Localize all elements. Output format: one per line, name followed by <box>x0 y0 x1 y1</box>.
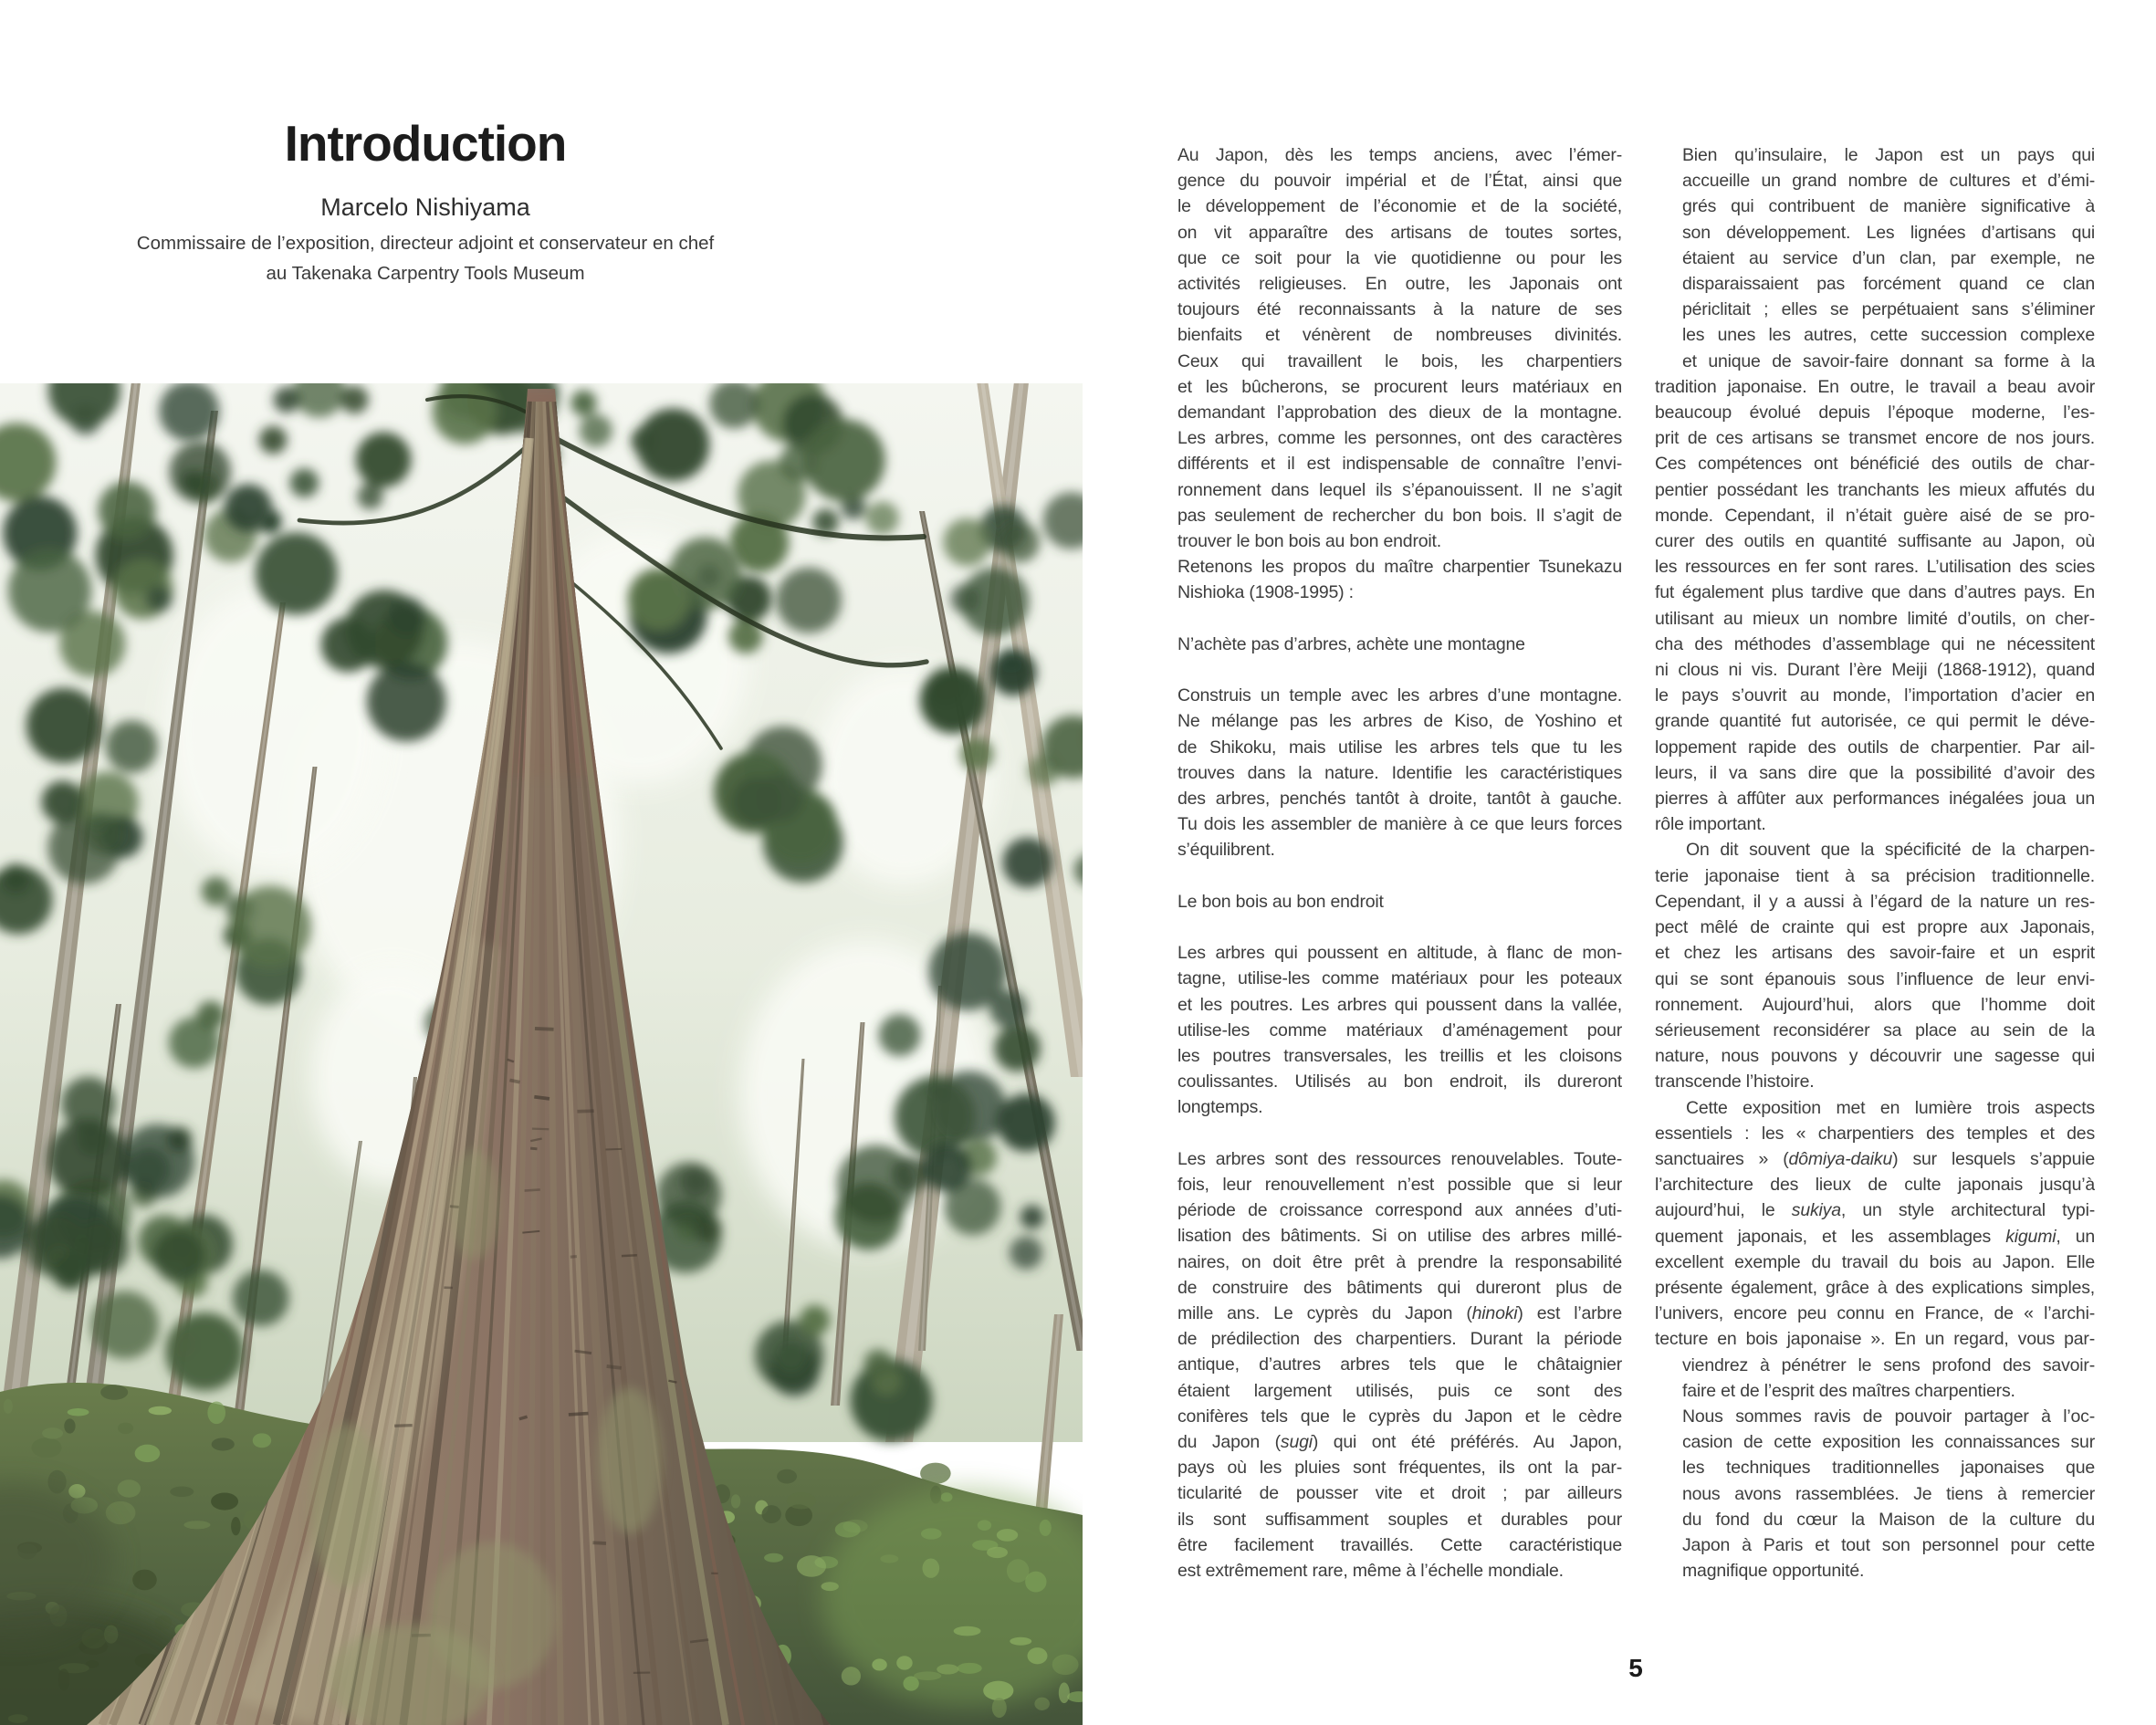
text-line: de prédilection des charpentiers. Durant la période <box>1177 1329 1622 1350</box>
text-line: rôle important. <box>1655 814 1766 835</box>
text-line: Cependant, il y a aussi à l’égard de la nature un res- <box>1655 891 2095 912</box>
text-line <box>1177 863 1622 889</box>
text-line: et chez les artisans des savoir-faire et un esprit <box>1655 943 2095 964</box>
text-line: ils sont suffisamment souples et durables pour <box>1177 1509 1622 1530</box>
text-line: trouver le bon bois au bon endroit. <box>1177 531 1441 552</box>
text-line: ni clous ni vis. Durant l’ère Meiji (1868-1912), quand <box>1655 660 2095 681</box>
text-line: gence du pouvoir impérial et de l’État, ainsi que <box>1177 171 1622 192</box>
text-line: les ressources en fer sont rares. L’utilisation des scies <box>1655 557 2095 578</box>
text-line: étaient au service d’un clan, par exemple, ne <box>1682 247 2095 268</box>
text-line: essentiels : les « charpentiers des temples et des <box>1655 1123 2095 1144</box>
text-line: Au Japon, dès les temps anciens, avec l’émer- <box>1177 145 1622 165</box>
text-line: terie japonaise tient à sa précision traditionnelle. <box>1655 865 2095 886</box>
text-line: période de croissance correspond aux années d’uti- <box>1177 1200 1622 1221</box>
text-line <box>1177 915 1622 940</box>
text-line: lisation des bâtiments. Si on utilise des arbres millé- <box>1177 1226 1622 1247</box>
text-line: aujourd’hui, le sukiya, un style architectural typi- <box>1655 1200 2095 1221</box>
text-line: tecture en bois japonaise ». En un regard, vous par- <box>1655 1329 2095 1350</box>
text-line: les poutres transversales, les treillis et les cloisons <box>1177 1046 1622 1067</box>
text-line: on vit apparaître des artisans de toutes sortes, <box>1177 222 1622 243</box>
text-line: transcende l’histoire. <box>1655 1072 1815 1092</box>
text-line: mille ans. Le cyprès du Japon (hinoki) est l’arbre <box>1177 1303 1622 1324</box>
text-line: son développement. Les lignées d’artisans qui <box>1682 222 2095 243</box>
text-line: de construire des bâtiments qui dureront plus de <box>1177 1277 1622 1298</box>
text-column-2 <box>1655 142 2095 1584</box>
text-line: de Shikoku, mais utilise les arbres tels que tu les <box>1177 737 1622 758</box>
text-line: quement japonais, et les assemblages kigumi, un <box>1655 1226 2095 1247</box>
text-line: beaucoup évolué depuis l’époque moderne, l’es- <box>1655 402 2095 423</box>
text-line: et unique de savoir-faire donnant sa forme à la <box>1682 350 2095 371</box>
text-line: prit de ces artisans se transmet encore de nos jours. <box>1655 428 2095 449</box>
author-role-line1: Commissaire de l’exposition, directeur adjoint et conservateur en chef <box>136 233 715 254</box>
text-line: Les arbres qui poussent en altitude, à flanc de mon- <box>1177 943 1622 964</box>
text-line: pas seulement de rechercher du bon bois. Il s’agit de <box>1177 505 1622 526</box>
text-line: bienfaits et vénèrent de nombreuses divinités. <box>1177 325 1622 346</box>
text-line: curer des outils en quantité suffisante au Japon, où <box>1655 531 2095 552</box>
text-line: N’achète pas d’arbres, achète une montagne <box>1177 633 1525 654</box>
page-title: Introduction <box>284 115 567 172</box>
page-number: 5 <box>1628 1654 1643 1682</box>
text-line: s’équilibrent. <box>1177 840 1275 861</box>
text-line: fut également plus tardive que dans d’autres pays. En <box>1655 582 2095 603</box>
text-line: ronnement dans lequel ils s’épanouissent. Il ne s’agit <box>1177 479 1622 500</box>
text-line: utilise-les comme matériaux d’aménagement pour <box>1177 1019 1622 1040</box>
text-line: le pays s’ouvrit au monde, l’importation d’acier en <box>1655 685 2095 706</box>
text-line: longtemps. <box>1177 1097 1263 1118</box>
text-line: accueille un grand nombre de cultures et d’émi- <box>1682 171 2095 192</box>
text-line: sanctuaires » (dômiya-daiku) sur lesquels s’appuie <box>1655 1148 2095 1169</box>
text-line: Le bon bois au bon endroit <box>1177 891 1384 912</box>
text-line: On dit souvent que la spécificité de la charpen- <box>1686 840 2095 861</box>
text-line: sérieusement reconsidérer sa place au sein de la <box>1655 1019 2095 1040</box>
text-line: les techniques traditionnelles japonaises que <box>1682 1458 2095 1479</box>
cedar-forest-illustration <box>0 383 1083 1725</box>
text-line: grande quantité fut autorisée, ce qui permit le déve- <box>1655 711 2095 732</box>
text-line: Retenons les propos du maître charpentier Tsunekazu <box>1177 557 1622 578</box>
text-line: pentier possédant les tranchants les mieux affutés du <box>1655 479 2095 500</box>
text-line: toujours été reconnaissants à la nature de ses <box>1177 299 1622 320</box>
text-line: Ceux qui travaillent le bois, les charpentiers <box>1177 350 1622 371</box>
text-line: et les poutres. Les arbres qui poussent dans la vallée, <box>1177 994 1622 1015</box>
text-line: Tu dois les assembler de manière à ce que leurs forces <box>1177 814 1622 835</box>
text-line: activités religieuses. En outre, les Japonais ont <box>1177 274 1622 295</box>
text-line: tagne, utilise-les comme matériaux pour les poteaux <box>1177 968 1622 989</box>
text-line: périclitait ; elles se perpétuaient sans s’éliminer <box>1682 299 2095 320</box>
text-line: grés qui contribuent de manière significative à <box>1682 196 2095 217</box>
text-line: ticularité de pousser vite et droit ; par ailleurs <box>1177 1483 1622 1504</box>
text-line: pect mêlé de crainte qui est propre aux Japonais, <box>1655 917 2095 938</box>
text-line: Cette exposition met en lumière trois aspects <box>1686 1097 2095 1118</box>
chapter-header <box>37 117 814 288</box>
text-line: viendrez à pénétrer le sens profond des savoir- <box>1682 1354 2095 1375</box>
text-line: le développement de l’économie et de la société, <box>1177 196 1622 217</box>
text-line: disparaissaient pas forcément quand ce clan <box>1682 274 2095 295</box>
text-line: nature, nous pouvons y découvrir une sagesse qui <box>1655 1046 2095 1067</box>
text-line: des arbres, penchés tantôt à droite, tantôt à gauche. <box>1177 789 1622 810</box>
text-line: et les bûcherons, se procurent leurs matériaux en <box>1177 376 1622 397</box>
text-line <box>1177 1121 1622 1146</box>
text-line: étaient largement utilisés, puis ce sont des <box>1177 1380 1622 1401</box>
text-line: naires, on doit être prêt à prendre la responsabilité <box>1177 1251 1622 1272</box>
text-line: l’univers, encore peu connu en France, de « l’archi- <box>1655 1303 2095 1324</box>
text-line: Nishioka (1908-1995) : <box>1177 582 1354 603</box>
text-line: pays où les pluies sont fréquentes, ils ont la par- <box>1177 1458 1622 1479</box>
text-line: du Japon (sugi) qui ont été préférés. Au Japon, <box>1177 1432 1622 1453</box>
text-line: ronnement. Aujourd’hui, alors que l’homme doit <box>1655 994 2095 1015</box>
text-line: être facilement travaillés. Cette caractéristique <box>1177 1534 1622 1555</box>
text-line: est extrêmement rare, même à l’échelle mondiale. <box>1177 1561 1564 1582</box>
text-line: Ne mélange pas les arbres de Kiso, de Yoshino et <box>1177 711 1622 732</box>
text-line: loppement rapide des outils de charpentier. Par ail- <box>1655 737 2095 758</box>
text-line: conifères tels que le cyprès du Japon et le cèdre <box>1177 1406 1622 1427</box>
text-line: Ces compétences ont bénéficié des outils de char- <box>1655 454 2095 475</box>
text-line: utilisant au mieux un nombre limité d’outils, on cher- <box>1655 608 2095 629</box>
forest-photo <box>0 383 1083 1725</box>
author-name: Marcelo Nishiyama <box>320 193 530 221</box>
text-line: casion de cette exposition les connaissances sur <box>1682 1432 2095 1453</box>
text-line: magnifique opportunité. <box>1682 1561 1865 1582</box>
text-line: Les arbres sont des ressources renouvelables. Toute- <box>1177 1148 1622 1169</box>
text-line: présente également, grâce à des explications simples, <box>1655 1277 2095 1298</box>
text-line: du fond du cœur la Maison de la culture du <box>1682 1509 2095 1530</box>
text-line: Nous sommes ravis de pouvoir partager à l’oc- <box>1682 1406 2095 1427</box>
text-line: qui se sont épanouis sous l’influence de leur envi- <box>1655 968 2095 989</box>
text-line: fois, leur renouvellement n’est possible que si leur <box>1177 1175 1622 1196</box>
text-line: nous avons rassemblées. Je tiens à remercier <box>1682 1483 2095 1504</box>
text-line: les unes les autres, cette succession complexe <box>1682 325 2095 346</box>
text-line: Japon à Paris et tout son personnel pour cette <box>1682 1534 2095 1555</box>
text-line: l’architecture des lieux de culte japonais jusqu’à <box>1655 1175 2095 1196</box>
text-line: pierres à affûter aux performances inégalées joua un <box>1655 789 2095 810</box>
text-line: faire et de l’esprit des maîtres charpentiers. <box>1682 1380 2015 1401</box>
text-line: excellent exemple du travail du bois au Japon. Elle <box>1655 1251 2095 1272</box>
text-line: trouves dans la nature. Identifie les caractéristiques <box>1177 762 1622 783</box>
text-line: demandant l’approbation des dieux de la montagne. <box>1177 402 1622 423</box>
text-line: Construis un temple avec les arbres d’une montagne. <box>1177 685 1622 706</box>
text-line: tradition japonaise. En outre, le travail a beau avoir <box>1655 376 2095 397</box>
text-line: Les arbres, comme les personnes, ont des caractères <box>1177 428 1622 449</box>
text-line <box>1177 606 1622 632</box>
text-line: différents et il est indispensable de connaître l’envi- <box>1177 454 1622 475</box>
text-column-1 <box>1177 142 1622 1584</box>
text-line: antique, d’autres arbres tels que le châtaignier <box>1177 1354 1622 1375</box>
author-role-line2: au Takenaka Carpentry Tools Museum <box>266 263 585 284</box>
text-line: leurs, il va sans dire que la possibilité d’avoir des <box>1655 762 2095 783</box>
text-line: Bien qu’insulaire, le Japon est un pays qui <box>1682 145 2095 165</box>
text-line <box>1177 657 1622 683</box>
text-line: monde. Cependant, il n’était guère aisé de se pro- <box>1655 505 2095 526</box>
text-line: coulissantes. Utilisés au bon endroit, ils dureront <box>1177 1072 1622 1092</box>
text-line: cha des méthodes d’assemblage qui ne nécessitent <box>1655 633 2095 654</box>
text-line: que ce soit pour la vie quotidienne ou pour les <box>1177 247 1622 268</box>
